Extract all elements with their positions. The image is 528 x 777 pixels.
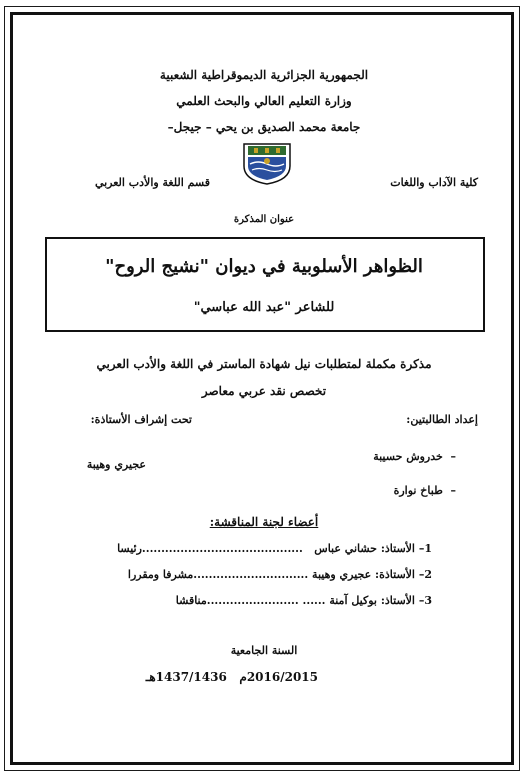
academic-year-value: 2016/2015م 1437/1436هـ [145,670,318,684]
committee-member-3: 3– الأستاذ: بوكيل آمنة ...... ........................مناقشا [175,594,432,607]
student-name-1: – خدروش حسيبة [373,450,456,463]
memo-description: مذكرة مكملة لمتطلبات نيل شهادة الماستر في اللغة والأدب العربي [96,357,432,371]
republic-name: الجمهورية الجزائرية الديموقراطية الشعبية [159,68,369,82]
committee-heading: أعضاء لجنة المناقشة: [209,515,319,529]
student-name-2: – طباخ نوارة [393,484,456,497]
memo-title: الظواهر الأسلوبية في ديوان "نشيج الروح" [105,256,423,277]
faculty-name: كلية الآداب واللغات [390,176,478,189]
title-box [45,237,485,332]
memo-label: عنوان المذكرة [233,214,295,225]
university-name: جامعة محمد الصديق بن يحي – جيجل– [167,120,361,134]
list-bullet: – [442,484,456,497]
list-bullet: – [442,450,456,463]
poet-name: للشاعر "عبد الله عباسي" [193,300,335,315]
specialization: تخصص نقد عربي معاصر [201,384,327,398]
students-heading: إعداد الطالبتين: [406,413,478,426]
department-name: قسم اللغة والأدب العربي [94,176,210,189]
committee-member-1: 1– الأستاذ: حشاني عباس ..........................................رئيسا [117,542,432,555]
supervisor-name: عجيري وهيبة [86,458,146,471]
ministry-name: وزارة التعليم العالي والبحث العلمي [176,94,352,108]
committee-member-2: 2– الأستاذة: عجيري وهيبة ..............................مشرفا ومقررا [127,568,432,581]
university-emblem-icon [240,140,294,186]
supervisor-heading: تحت إشراف الأستاذة: [90,413,192,426]
academic-year-label: السنة الجامعية [230,644,298,657]
